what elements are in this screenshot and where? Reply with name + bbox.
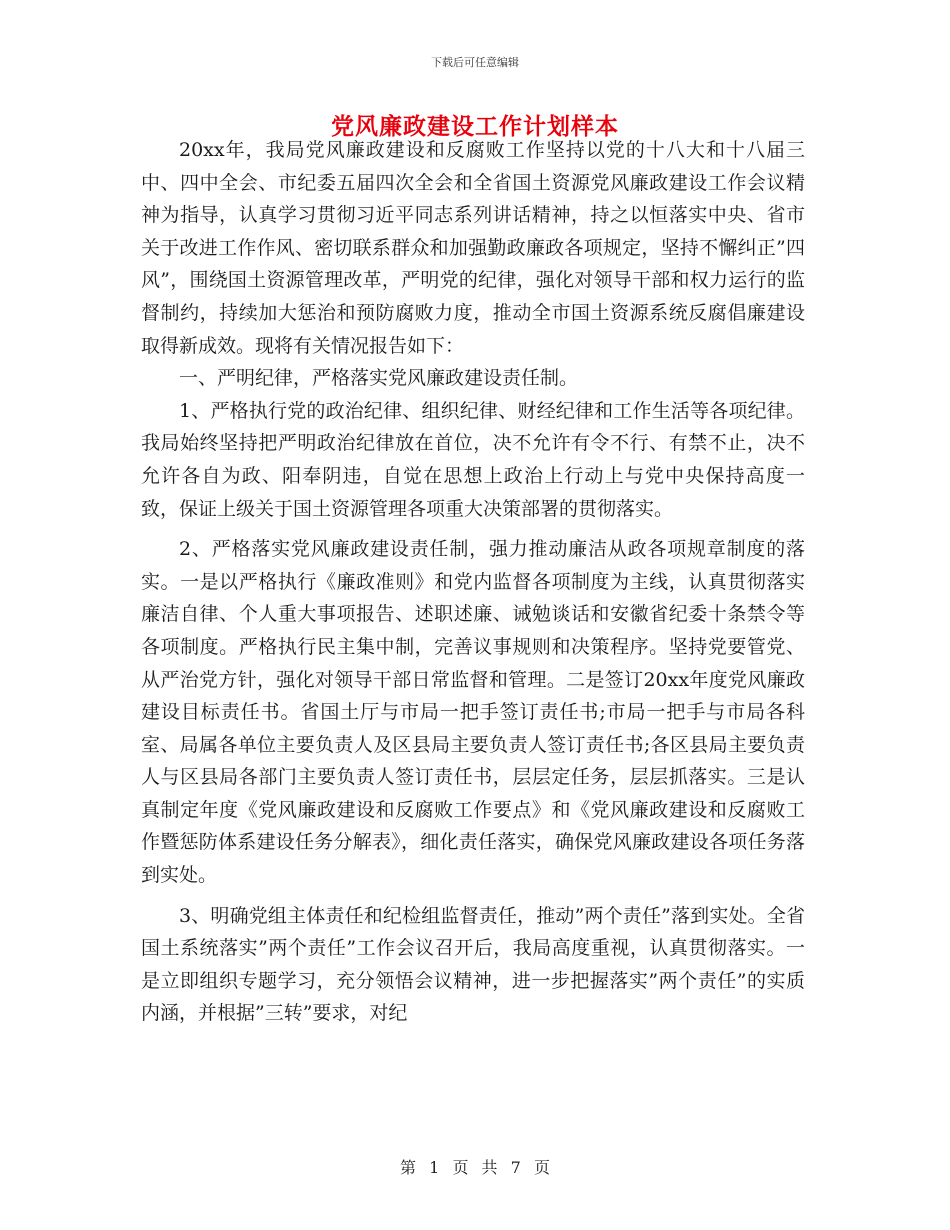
header-note: 下载后可任意编辑 [431,56,519,69]
paragraph-intro: 20xx年，我局党风廉政建设和反腐败工作坚持以党的十八大和十八届三中、四中全会、市纪委五届四次全会和全省国土资源党风廉政建设工作会议精神为指导，认真学习贯彻习近平同志系列讲话精神，持之以恒落实中央、省市关于改进工作作风、密切联系群众和加强勤政廉政各项规定，坚持不懈纠正”四风”，围绕国土资源管理改革，严明党的纪律，强化对领导干部和权力运行的监督制约，持续加大惩治和预防腐败力度，推动全市国土资源系统反腐倡廉建设取得新成效。现将有关情况报告如下： [141,139,805,357]
footer-total-pages: 7 [510,1158,521,1177]
footer-label-page: 第 [400,1158,417,1177]
footer-label-unit2: 页 [533,1158,550,1177]
paragraph-item-1: 1、严格执行党的政治纪律、组织纪律、财经纪律和工作生活等各项纪律。我局始终坚持把严明政治纪律放在首位，决不允许有令不行、有禁不止，决不允许各自为政、阳奉阴违，自觉在思想上政治上行动上与党中央保持高度一致，保证上级关于国土资源管理各项重大决策部署的贯彻落实。 [141,399,805,520]
footer-label-total: 共 [481,1158,498,1177]
paragraph-item-3: 3、明确党组主体责任和纪检组监督责任，推动”两个责任”落到实处。全省国土系统落实”两个责任”工作会议召开后，我局高度重视，认真贯彻落实。一是立即组织专题学习，充分领悟会议精神，进一步把握落实”两个责任”的实质内涵，并根据”三转”要求，对纪 [141,904,805,1025]
document-title: 党风廉政建设工作计划样本 [331,113,619,140]
section-heading-1: 一、严明纪律，严格落实党风廉政建设责任制。 [179,367,579,390]
document-body [141,134,805,1030]
footer-label-unit: 页 [452,1158,469,1177]
paragraph-item-2: 2、严格落实党风廉政建设责任制，强力推动廉洁从政各项规章制度的落实。一是以严格执行《廉政准则》和党内监督各项制度为主线，认真贯彻落实廉洁自律、个人重大事项报告、述职述廉、诫勉谈话和安徽省纪委十条禁令等各项制度。严格执行民主集中制，完善议事规则和决策程序。坚持党要管党、从严治党方针，强化对领导干部日常监督和管理。二是签订20xx年度党风廉政建设目标责任书。省国土厅与市局一把手签订责任书;市局一把手与市局各科室、局属各单位主要负责人及区县局主要负责人签订责任书;各区县局主要负责人与区县局各部门主要负责人签订责任书，层层定任务，层层抓落实。三是认真制定年度《党风廉政建设和反腐败工作要点》和《党风廉政建设和反腐败工作暨惩防体系建设任务分解表》，细化责任落实，确保党风廉政建设各项任务落到实处。 [141,538,805,887]
footer-current-page: 1 [429,1158,440,1177]
page-footer [0,1155,950,1178]
